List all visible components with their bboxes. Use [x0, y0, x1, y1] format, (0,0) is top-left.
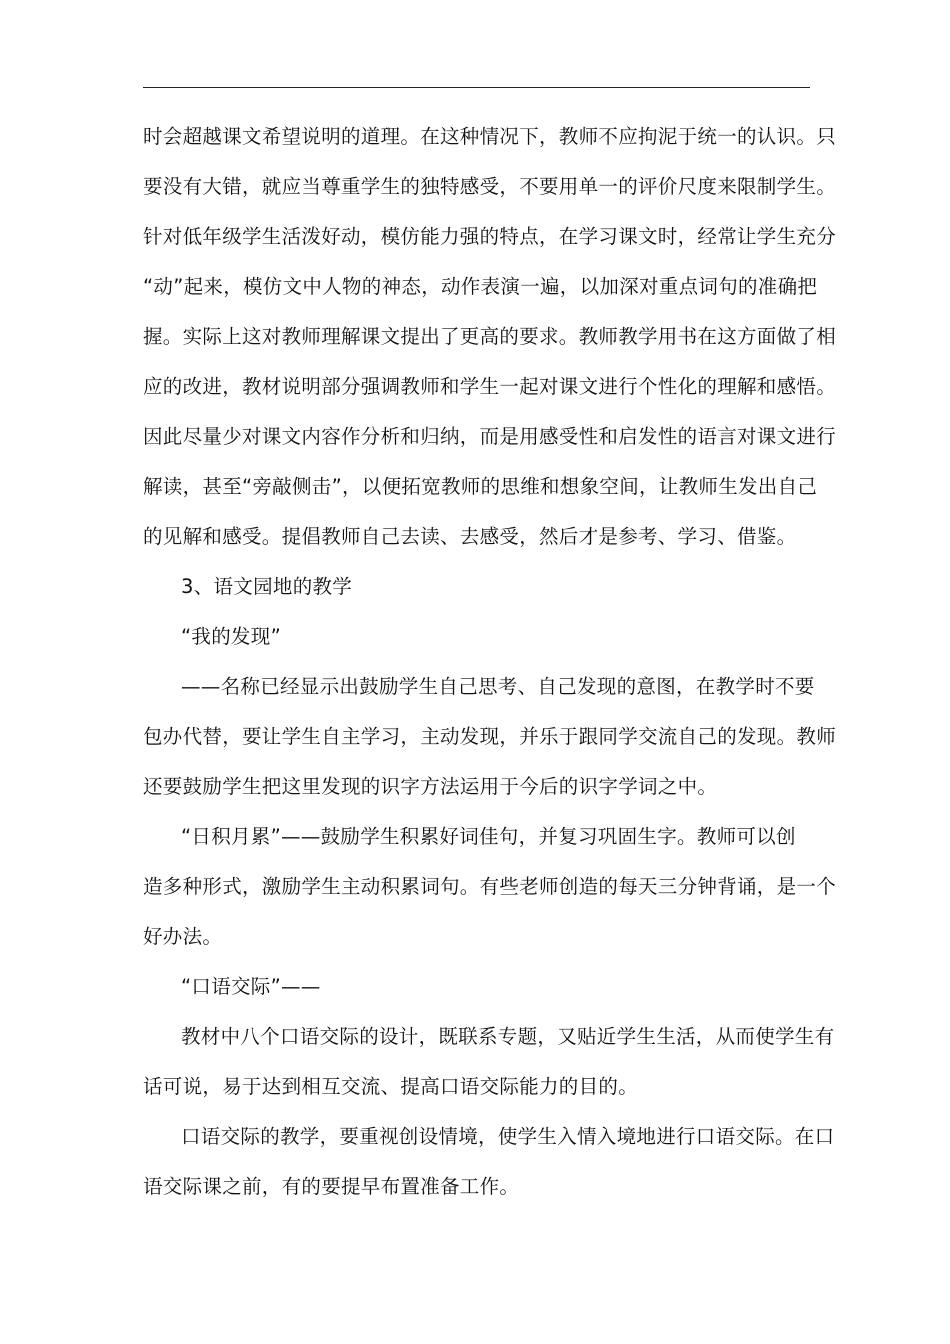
text-line: 解读，甚至“旁敲侧击”，以便拓宽教师的思维和想象空间，让教师生发出自己: [143, 475, 818, 498]
text-line: 口语交际的教学，要重视创设情境，使学生入情入境地进行口语交际。在口: [181, 1125, 835, 1148]
text-line: 时会超越课文希望说明的道理。在这种情况下，教师不应拘泥于统一的认识。只: [143, 125, 837, 148]
text-line: ——名称已经显示出鼓励学生自己思考、自己发现的意图，在教学时不要: [181, 675, 815, 698]
text-line: “动”起来，模仿文中人物的神态，动作表演一遍，以加深对重点词句的准确把: [143, 275, 818, 298]
section-heading: 3、语文园地的教学: [181, 575, 353, 598]
text-line: 要没有大错，就应当尊重学生的独特感受，不要用单一的评价尺度来限制学生。: [143, 175, 837, 198]
subheading-oral-communication: “口语交际”——: [181, 975, 321, 998]
text-line: 教材中八个口语交际的设计，既联系专题，又贴近学生生活，从而使学生有: [181, 1025, 835, 1048]
text-line: 握。实际上这对教师理解课文提出了更高的要求。教师教学用书在这方面做了相: [143, 325, 837, 348]
text-line: 好办法。: [143, 925, 223, 948]
text-line: 造多种形式，激励学生主动积累词句。有些老师创造的每天三分钟背诵，是一个: [143, 875, 837, 898]
header-rule: [143, 87, 810, 88]
text-line: 语交际课之前，有的要提早布置准备工作。: [143, 1175, 520, 1198]
text-line: 还要鼓励学生把这里发现的识字方法运用于今后的识字学词之中。: [143, 775, 718, 798]
text-line: 的见解和感受。提倡教师自己去读、去感受，然后才是参考、学习、借鉴。: [143, 525, 797, 548]
text-line: 包办代替，要让学生自主学习，主动发现，并乐于跟同学交流自己的发现。教师: [143, 725, 837, 748]
text-line: 应的改进，教材说明部分强调教师和学生一起对课文进行个性化的理解和感悟。: [143, 375, 837, 398]
document-body: [143, 112, 837, 1212]
text-line: 话可说，易于达到相互交流、提高口语交际能力的目的。: [143, 1075, 639, 1098]
text-line: 因此尽量少对课文内容作分析和归纳，而是用感受性和启发性的语言对课文进行: [143, 425, 837, 448]
subheading-my-discovery: “我的发现”: [181, 625, 282, 648]
text-line: “日积月累”——鼓励学生积累好词佳句，并复习巩固生字。教师可以创: [181, 825, 796, 848]
text-line: 针对低年级学生活泼好动，模仿能力强的特点，在学习课文时，经常让学生充分: [143, 225, 837, 248]
